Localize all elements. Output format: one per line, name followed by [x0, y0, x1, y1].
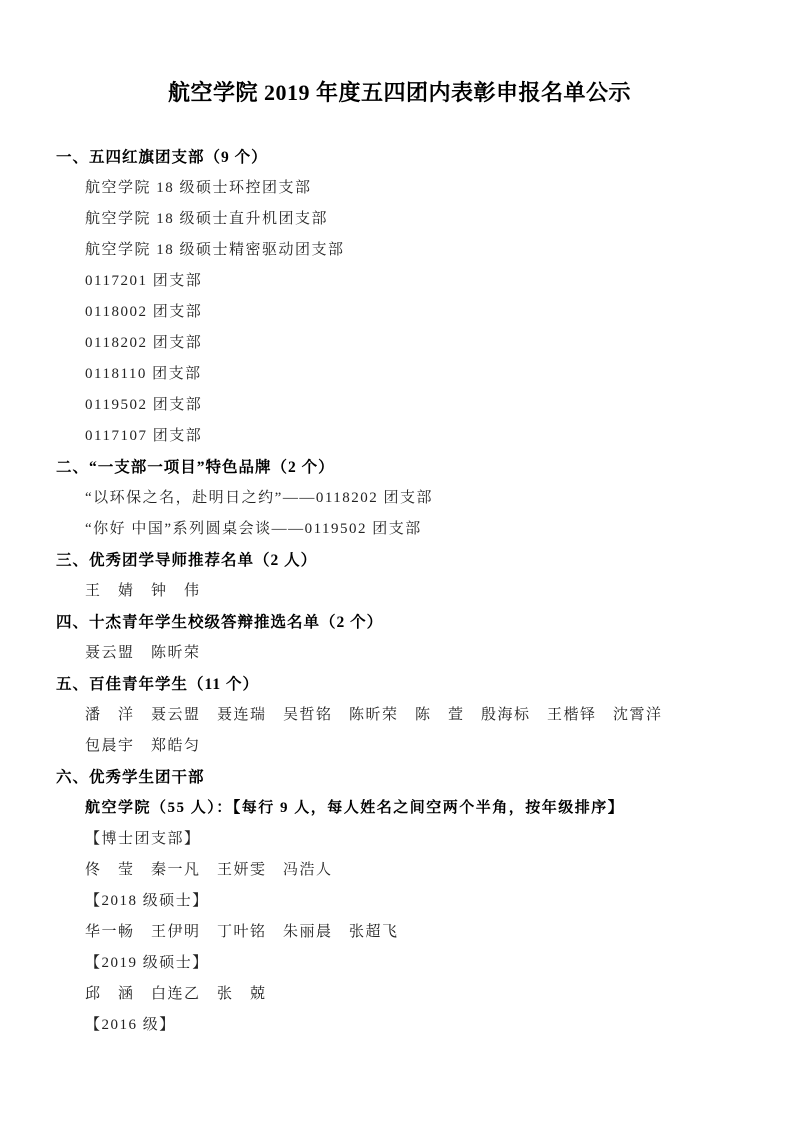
- list-item: “你好 中国”系列圆桌会谈——0119502 团支部: [85, 521, 422, 537]
- list-item: 0118202 团支部: [85, 335, 203, 351]
- document-body: [0, 142, 799, 1041]
- list-item: 航空学院 18 级硕士精密驱动团支部: [85, 242, 345, 258]
- page-title: 航空学院 2019 年度五四团内表彰申报名单公示: [167, 80, 631, 105]
- name-list: 王 婧 钟 伟: [85, 583, 201, 599]
- group-label: 【博士团支部】: [85, 831, 201, 847]
- name-list: 华一畅 王伊明 丁叶铭 朱丽晨 张超飞: [85, 924, 399, 940]
- name-list: 佟 莹 秦一凡 王妍雯 冯浩人: [85, 862, 333, 878]
- list-item: “以环保之名，赴明日之约”——0118202 团支部: [85, 490, 434, 506]
- section-heading-2: 二、“一支部一项目”特色品牌（2 个）: [56, 459, 335, 476]
- section-heading-4: 四、十杰青年学生校级答辩推选名单（2 个）: [56, 614, 384, 631]
- name-list: 潘 洋 聂云盟 聂连瑞 吴哲铭 陈昕荣 陈 萱 殷海标 王楷铎 沈霄洋: [85, 707, 663, 723]
- list-item: 0119502 团支部: [85, 397, 203, 413]
- group-label: 【2018 级硕士】: [85, 893, 209, 909]
- list-item: 0117201 团支部: [85, 273, 203, 289]
- section-heading-5: 五、百佳青年学生（11 个）: [56, 676, 260, 693]
- section-heading-6: 六、优秀学生团干部: [56, 769, 205, 786]
- name-list: 聂云盟 陈昕荣: [85, 645, 201, 661]
- list-item: 0118002 团支部: [85, 304, 203, 320]
- list-item: 0117107 团支部: [85, 428, 203, 444]
- section-heading-1: 一、五四红旗团支部（9 个）: [56, 149, 268, 166]
- group-label: 【2016 级】: [85, 1017, 176, 1033]
- list-item: 0118110 团支部: [85, 366, 202, 382]
- section-note: 航空学院（55 人）：【每行 9 人，每人姓名之间空两个半角，按年级排序】: [85, 800, 625, 816]
- group-label: 【2019 级硕士】: [85, 955, 209, 971]
- list-item: 航空学院 18 级硕士环控团支部: [85, 180, 312, 196]
- list-item: 航空学院 18 级硕士直升机团支部: [85, 211, 329, 227]
- name-list: 邱 涵 白连乙 张 兢: [85, 986, 267, 1002]
- section-heading-3: 三、优秀团学导师推荐名单（2 人）: [56, 552, 318, 569]
- name-list: 包晨宇 郑皓匀: [85, 738, 201, 754]
